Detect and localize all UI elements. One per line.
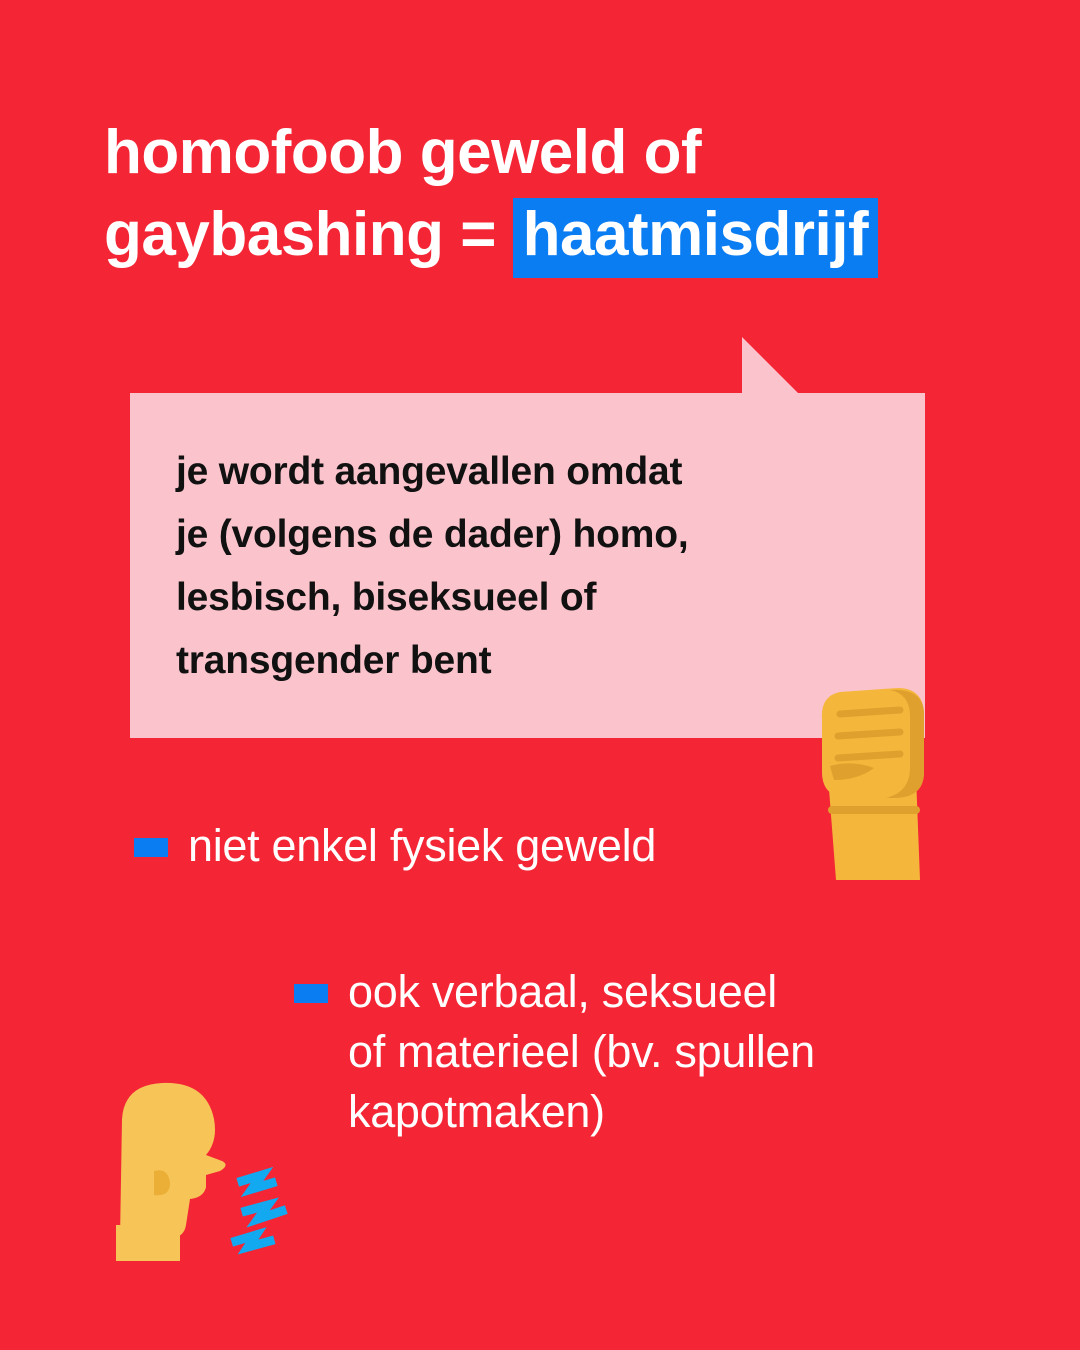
bubble-line-3: lesbisch, biseksueel of: [176, 576, 597, 619]
bullet-1-line-1: niet enkel fysiek geweld: [188, 820, 657, 871]
headline-line-2: [104, 194, 984, 278]
list-item: [294, 962, 815, 1142]
bubble-line-2: je (volgens de dader) homo,: [176, 513, 689, 556]
list-item: [134, 816, 656, 876]
page-title: [104, 112, 984, 278]
headline-line-2-text: gaybashing =: [104, 200, 513, 269]
bubble-line-4: transgender bent: [176, 639, 492, 682]
bullet-2-line-3: kapotmaken): [348, 1086, 605, 1137]
bullet-marker-icon: [294, 984, 328, 1003]
bullet-text: [188, 816, 656, 876]
bullet-marker-icon: [134, 838, 168, 857]
bullet-2-line-2: of materieel (bv. spullen: [348, 1026, 815, 1077]
bubble-line-1: je wordt aangevallen omdat: [176, 450, 683, 493]
headline-line-1: homofoob geweld of: [104, 118, 702, 187]
bullet-text: [348, 962, 815, 1142]
speaking-head-icon: [110, 1075, 320, 1265]
speech-bubble-tail: [742, 337, 802, 397]
raised-fist-icon: [812, 680, 932, 880]
headline-highlight: haatmisdrijf: [513, 198, 878, 278]
speech-bubble-text: [176, 440, 906, 692]
bullet-2-line-1: ook verbaal, seksueel: [348, 966, 777, 1017]
